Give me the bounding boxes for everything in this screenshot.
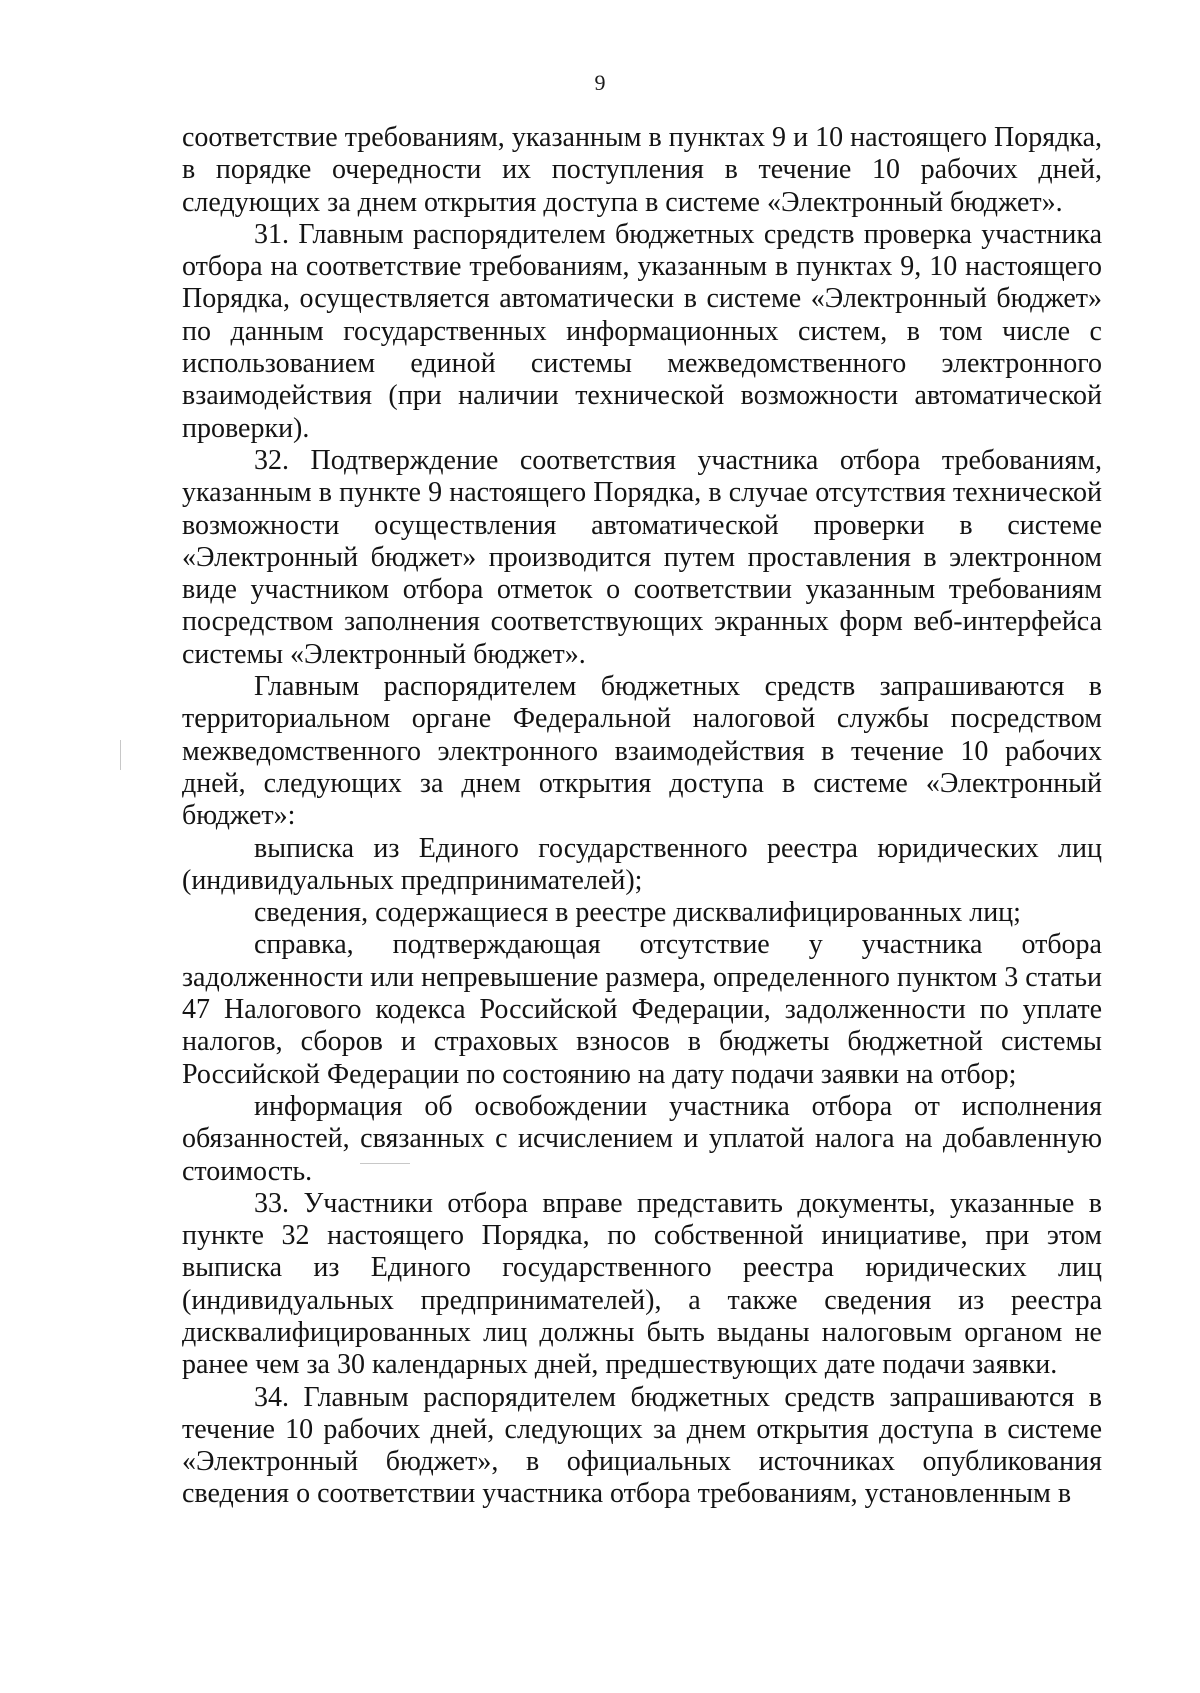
page-number: 9 — [594, 70, 606, 95]
paragraph-34: 34. Главным распорядителем бюджетных средств запрашиваются в течение 10 рабочих дней, следующих за днем открытия доступа в системе «Электронный бюджет», в официальных источниках опубликования сведения о соответствии участника отбора требованиям, установленным в — [182, 1381, 1102, 1510]
list-item-disqualified-registry: сведения, содержащиеся в реестре дисквалифицированных лиц; — [254, 897, 1021, 929]
scan-mark-left — [120, 740, 121, 770]
paragraph-32-requests: Главным распорядителем бюджетных средств запрашиваются в территориальном органе Федеральной налоговой службы посредством межведомственного электронного взаимодействия в течение 10 рабочих дней, следующих за днем открытия доступа в системе «Электронный бюджет»: — [182, 671, 1102, 832]
paragraph-33: 33. Участники отбора вправе представить документы, указанные в пункте 32 настоящего Порядка, по собственной инициативе, при этом выписка из Единого государственного реестра юридических лиц (индивидуальных предпринимателей), а также сведения из реестра дисквалифицированных лиц должны быть выданы налоговым органом не ранее чем за 30 календарных дней, предшествующих дате подачи заявки. — [182, 1187, 1102, 1381]
list-item-vat-exemption-info: информация об освобождении участника отбора от исполнения обязанностей, связанных с исчислением и уплатой налога на добавленную стоимость. — [182, 1090, 1102, 1187]
paragraph-continuation: соответствие требованиям, указанным в пунктах 9 и 10 настоящего Порядка, в порядке очередности их поступления в течение 10 рабочих дней, следующих за днем открытия доступа в системе «Электронный бюджет». — [182, 122, 1102, 218]
list-item-egrul-extract: выписка из Единого государственного реестра юридических лиц (индивидуальных предпринимателей); — [182, 832, 1102, 896]
paragraph-32: 32. Подтверждение соответствия участника отбора требованиям, указанным в пункте 9 настоящего Порядка, в случае отсутствия технической возможности осуществления автоматической проверки в системе «Электронный бюджет» производится путем проставления в электронном виде участником отбора отметок о соответствии указанным требованиям посредством заполнения соответствующих экранных форм веб-интерфейса системы «Электронный бюджет». — [182, 444, 1102, 670]
paragraph-31: 31. Главным распорядителем бюджетных средств проверка участника отбора на соответствие требованиям, указанным в пунктах 9, 10 настоящего Порядка, осуществляется автоматически в системе «Электронный бюджет» по данным государственных информационных систем, в том числе с использованием единой системы межведомственного электронного взаимодействия (при наличии технической возможности автоматической проверки). — [182, 218, 1102, 444]
list-item-tax-debt-certificate: справка, подтверждающая отсутствие у участника отбора задолженности или непревышение размера, определенного пунктом 3 статьи 47 Налогового кодекса Российской Федерации, задолженности по уплате налогов, сборов и страховых взносов в бюджеты бюджетной системы Российской Федерации по состоянию на дату подачи заявки на отбор; — [182, 929, 1102, 1090]
document-body — [182, 122, 1102, 1511]
scan-mark-center — [360, 1163, 410, 1164]
